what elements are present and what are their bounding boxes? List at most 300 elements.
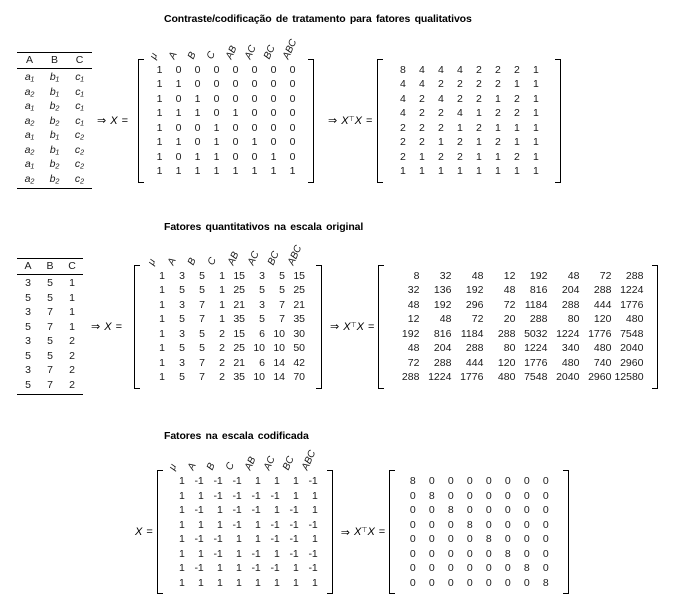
- table-cell: 5: [25, 320, 31, 333]
- matrix-cell: 1: [292, 489, 299, 502]
- matrix-cell: 480: [625, 313, 644, 325]
- matrix-cell: 2: [457, 150, 463, 163]
- matrix-col-header: AB: [242, 455, 259, 472]
- matrix-cell: 1: [156, 136, 163, 148]
- table-cell: c₁: [75, 114, 84, 127]
- equals-sign: =: [378, 526, 386, 538]
- matrix-cell: -1: [289, 547, 299, 560]
- matrix-cell: 1: [514, 78, 520, 90]
- matrix-cell: 1: [197, 489, 204, 502]
- matrix-cell: 1: [178, 518, 185, 531]
- matrix-cell: 0: [409, 489, 416, 502]
- section-row-qualitative: [17, 37, 561, 189]
- matrix-cell: 1: [178, 576, 185, 589]
- matrix-cell: 1: [273, 576, 280, 589]
- matrix-cell: 1776: [460, 371, 484, 383]
- matrix-cell: 32: [439, 269, 452, 282]
- matrix-cell: 2: [514, 63, 520, 76]
- matrix-cell: 0: [409, 547, 416, 560]
- matrix-cell: 5032: [524, 327, 548, 340]
- matrix-cell: 0: [504, 576, 511, 589]
- matrix-col-header: C: [223, 460, 237, 472]
- matrix-cell: 0: [251, 92, 258, 105]
- xtx-matrix: [389, 470, 569, 594]
- matrix-cell: 1: [419, 165, 425, 177]
- matrix-cell: 1: [311, 533, 318, 545]
- matrix-cell: 0: [175, 150, 182, 163]
- matrix-cell: -1: [232, 504, 242, 516]
- matrix-cell: 1: [476, 136, 482, 148]
- matrix-cell: 7548: [524, 371, 548, 383]
- matrix-cell: 1: [235, 576, 242, 589]
- matrix-cell: 120: [593, 313, 612, 325]
- matrix-cell: 0: [289, 78, 296, 90]
- xtx-matrix: [378, 265, 658, 389]
- matrix-cell: 1: [216, 518, 223, 531]
- matrix-cell: 2: [400, 136, 406, 148]
- matrix-cell: 1: [495, 150, 501, 163]
- matrix-cell: 0: [447, 562, 454, 574]
- matrix-cell: 0: [428, 562, 435, 574]
- matrix-cell: 1: [232, 107, 239, 119]
- matrix-cell: 1: [213, 150, 220, 163]
- matrix-cell: -1: [308, 547, 318, 560]
- matrix-cell: 192: [465, 284, 484, 296]
- table-cell: 1: [69, 320, 75, 333]
- matrix-col-header: C: [204, 49, 218, 61]
- transpose-symbol: ⊤: [361, 527, 368, 534]
- matrix-col-header: ABC: [280, 37, 300, 61]
- matrix-cell: 0: [428, 518, 435, 531]
- table-bottom-rule: [17, 188, 92, 189]
- matrix-cell: 2960: [588, 371, 612, 383]
- matrix-cell: -1: [289, 504, 299, 516]
- matrix-cell: 1: [438, 165, 444, 177]
- matrix-cell: 1: [533, 121, 539, 134]
- matrix-cell: 0: [485, 518, 492, 531]
- x-symbol: X: [367, 526, 375, 538]
- table-header-cell: B: [50, 54, 58, 66]
- matrix-cell: 10: [253, 342, 265, 354]
- table-body: [17, 275, 83, 394]
- matrix-col-header: AC: [245, 249, 262, 267]
- matrix-cell: 0: [523, 533, 530, 545]
- matrix-cell: 2: [219, 371, 225, 383]
- matrix-cell: 1: [213, 165, 220, 177]
- matrix-cell: 0: [466, 489, 473, 502]
- table-cell: 5: [47, 291, 53, 304]
- matrix-cell: 0: [251, 63, 258, 76]
- matrix-cell: 15: [233, 327, 245, 340]
- table-cell: b₁: [49, 143, 60, 156]
- table-cell: 2: [69, 335, 75, 347]
- matrix-cell: 0: [289, 63, 296, 76]
- matrix-cell: 0: [542, 489, 549, 502]
- matrix-cell: 0: [504, 475, 511, 487]
- x-symbol: X: [110, 114, 118, 127]
- matrix-cell: 12: [407, 313, 420, 325]
- matrix-cell: 288: [593, 284, 612, 296]
- matrix-cell: 2: [400, 121, 406, 134]
- matrix-cell: 7: [199, 313, 205, 325]
- equals-sign: =: [115, 320, 122, 333]
- matrix-cell: 2: [514, 92, 520, 105]
- matrix-cell: 8: [523, 562, 530, 574]
- table-cell: a₂: [24, 114, 35, 127]
- matrix-cell: 1: [533, 63, 539, 76]
- matrix-cell: 1: [514, 121, 520, 134]
- matrix-cell: 0: [523, 475, 530, 487]
- matrix-cell: 5: [179, 342, 185, 354]
- matrix-cell: 1: [514, 165, 520, 177]
- implies-arrow-icon: ⇒: [340, 526, 350, 539]
- matrix-cell: 288: [561, 298, 580, 311]
- matrix-cell: -1: [308, 518, 318, 531]
- matrix-cell: 48: [471, 269, 484, 282]
- matrix-cell: 2: [457, 136, 463, 148]
- matrix-cell: 1: [156, 165, 163, 177]
- matrix-cell: 1: [159, 269, 165, 282]
- matrix-cell: 1: [175, 78, 182, 90]
- matrix-cell: 7: [279, 298, 285, 311]
- matrix-cell: 1184: [524, 298, 548, 311]
- matrix-cell: 5: [259, 284, 265, 296]
- matrix-cell: 80: [503, 342, 516, 354]
- table-body: [17, 69, 92, 188]
- matrix-cell: 0: [289, 92, 296, 105]
- table-header-cell: A: [24, 260, 32, 272]
- matrix-cell: 1: [292, 576, 299, 589]
- matrix-cell: 1: [178, 489, 185, 502]
- matrix-col-header: A: [185, 461, 199, 472]
- matrix-cell: 1: [197, 576, 204, 589]
- matrix-cell: 0: [289, 136, 296, 148]
- matrix-cell: 1: [159, 356, 165, 369]
- matrix-cell: 14: [273, 371, 285, 383]
- matrix-cell: 0: [251, 78, 258, 90]
- matrix-cell: 0: [447, 475, 454, 487]
- table-cell: a₂: [24, 172, 35, 185]
- table-header-cell: B: [46, 260, 54, 272]
- matrix-cell: 7: [199, 371, 205, 383]
- matrix-cell: 0: [194, 136, 201, 148]
- matrix-cell: 0: [466, 547, 473, 560]
- matrix-cell: 1: [495, 165, 501, 177]
- matrix-cell: 1: [254, 576, 261, 589]
- matrix-cell: 1: [175, 165, 182, 177]
- matrix-cell: 35: [293, 313, 305, 325]
- matrix-cell: 5: [279, 269, 285, 282]
- matrix-cell: 0: [428, 504, 435, 516]
- right-bracket: [316, 265, 322, 389]
- table-cell: c₂: [74, 143, 85, 156]
- matrix-cell: 1: [178, 562, 185, 574]
- matrix-cell: 2: [495, 78, 501, 90]
- matrix-cell: 1: [178, 533, 185, 545]
- matrix-cell: 0: [213, 78, 220, 90]
- matrix-cell: 204: [433, 342, 452, 354]
- matrix-cell: 0: [523, 489, 530, 502]
- matrix-cell: 2: [476, 63, 482, 76]
- matrix-cell: 0: [409, 576, 416, 589]
- table-cell: a₁: [24, 158, 35, 170]
- matrix-cell: 1: [533, 92, 539, 105]
- matrix-cell: 8: [466, 518, 473, 531]
- matrix-cell: 1: [273, 504, 280, 516]
- matrix-cell: 192: [529, 269, 548, 282]
- table-header-row: [17, 53, 92, 68]
- matrix-cell: 42: [293, 356, 305, 369]
- matrix-cell: 48: [503, 284, 516, 296]
- matrix-cell: 1: [292, 475, 299, 487]
- matrix-cell: 1: [159, 371, 165, 383]
- matrix-cell: 1: [219, 284, 225, 296]
- matrix-cell: 0: [194, 63, 201, 76]
- matrix-cell: 0: [232, 63, 239, 76]
- matrix-cell: 21: [233, 298, 245, 311]
- matrix-cell: 70: [293, 371, 305, 383]
- matrix-cell: -1: [308, 475, 318, 487]
- matrix-cell: 8: [409, 475, 416, 487]
- matrix-cell: 0: [485, 562, 492, 574]
- table-cell: 1: [69, 291, 75, 304]
- matrix-cell: 72: [407, 356, 420, 369]
- matrix-cell: 2: [419, 92, 425, 105]
- matrix-cell: 0: [447, 518, 454, 531]
- matrix-cell: 2960: [620, 356, 644, 369]
- matrix-cell: -1: [251, 504, 261, 516]
- matrix-cell: 0: [485, 475, 492, 487]
- matrix-cell: 72: [599, 269, 612, 282]
- matrix-cell: 2: [514, 150, 520, 163]
- right-bracket: [327, 470, 333, 594]
- matrix-cell: -1: [251, 547, 261, 560]
- matrix-cell: 0: [289, 107, 296, 119]
- matrix-cell: 1: [495, 92, 501, 105]
- matrix-cell: 21: [293, 298, 305, 311]
- matrix-cell: -1: [270, 533, 280, 545]
- table-header-cell: C: [75, 54, 84, 66]
- matrix-cell: 0: [409, 533, 416, 545]
- x-symbol: X: [354, 526, 362, 538]
- right-bracket: [563, 470, 569, 594]
- matrix-cell: 0: [523, 518, 530, 531]
- section-title-coded: Fatores na escala codificada: [164, 430, 309, 442]
- matrix-cell: 0: [194, 78, 201, 90]
- matrix-grid: [144, 59, 308, 183]
- matrix-cell: 1: [533, 136, 539, 148]
- matrix-cell: 0: [428, 533, 435, 545]
- matrix-col-header: A: [166, 49, 180, 61]
- matrix-cell: 0: [289, 150, 296, 163]
- equals-sign: =: [121, 114, 128, 127]
- matrix-cell: 0: [251, 150, 258, 163]
- matrix-col-header: μ: [166, 462, 180, 472]
- matrix-cell: 1: [213, 121, 220, 134]
- matrix-cell: 1: [457, 121, 463, 134]
- matrix-cell: -1: [270, 489, 280, 502]
- matrix-cell: 340: [561, 342, 580, 354]
- matrix-cell: 1: [159, 298, 165, 311]
- matrix-cell: 1: [232, 165, 239, 177]
- matrix-col-header: AB: [225, 249, 242, 267]
- matrix-cell: 5: [199, 269, 205, 282]
- matrix-cell: -1: [194, 562, 204, 574]
- table-cell: c₂: [74, 129, 85, 141]
- matrix-cell: 1: [178, 547, 185, 560]
- matrix-cell: 0: [194, 121, 201, 134]
- matrix-cell: 30: [293, 327, 305, 340]
- matrix-cell: 1: [159, 313, 165, 325]
- matrix-cell: 1: [216, 576, 223, 589]
- matrix-cell: 1: [178, 475, 185, 487]
- matrix-cell: 1: [254, 518, 261, 531]
- matrix-cell: 0: [504, 504, 511, 516]
- matrix-cell: 0: [447, 547, 454, 560]
- matrix-cell: 2040: [556, 371, 580, 383]
- matrix-cell: 2: [438, 78, 444, 90]
- matrix-cell: 0: [466, 504, 473, 516]
- matrix-cell: -1: [270, 518, 280, 531]
- matrix-cell: 6: [259, 327, 265, 340]
- matrix-cell: 0: [270, 136, 277, 148]
- matrix-cell: 0: [270, 107, 277, 119]
- matrix-cell: 80: [567, 313, 580, 325]
- implies-xtx-equation: [341, 526, 385, 539]
- matrix-cell: 35: [233, 371, 245, 383]
- section-title-quantitative: Fatores quantitativos na escala original: [164, 221, 364, 233]
- matrix-cell: 32: [407, 284, 420, 296]
- table-cell: b₂: [49, 158, 60, 170]
- matrix-cell: 5: [179, 371, 185, 383]
- matrix-cell: 10: [273, 342, 285, 354]
- matrix-cell: 1776: [524, 356, 548, 369]
- matrix-cell: 4: [400, 92, 406, 105]
- matrix-cell: 1: [311, 576, 318, 589]
- matrix-cell: 1: [438, 136, 444, 148]
- table-cell: 5: [25, 378, 31, 391]
- table-cell: 7: [47, 378, 53, 391]
- matrix-col-headers: [166, 448, 320, 472]
- matrix-grid: [395, 470, 563, 594]
- table-cell: a₂: [24, 143, 35, 156]
- matrix-cell: 1: [156, 150, 163, 163]
- matrix-cell: 1: [156, 121, 163, 134]
- matrix-cell: 1: [194, 150, 201, 163]
- matrix-cell: 288: [497, 327, 516, 340]
- matrix-cell: 25: [233, 284, 245, 296]
- matrix-cell: 0: [232, 121, 239, 134]
- matrix-cell: 5: [179, 284, 185, 296]
- matrix-cell: 0: [542, 562, 549, 574]
- matrix-cell: 2: [419, 136, 425, 148]
- matrix-cell: 1: [159, 327, 165, 340]
- table-header-cell: A: [25, 54, 33, 66]
- table-cell: 2: [69, 364, 75, 376]
- matrix-cell: 8: [542, 576, 549, 589]
- table-cell: b₁: [49, 129, 60, 141]
- matrix-col-header: AC: [242, 43, 259, 61]
- matrix-cell: 8: [504, 547, 511, 560]
- matrix-cell: 0: [447, 489, 454, 502]
- matrix-cell: 1: [216, 562, 223, 574]
- matrix-cell: 12580: [614, 371, 644, 383]
- matrix-cell: 0: [447, 576, 454, 589]
- matrix-cell: 7: [199, 356, 205, 369]
- matrix-cell: 480: [561, 356, 580, 369]
- matrix-cell: 1: [495, 121, 501, 134]
- transpose-symbol: ⊤: [348, 115, 355, 123]
- matrix-cell: 4: [457, 63, 463, 76]
- matrix-col-header: μ: [145, 257, 159, 267]
- matrix-cell: 1: [273, 547, 280, 560]
- matrix-col-header: μ: [147, 51, 161, 61]
- equals-sign: =: [366, 114, 373, 127]
- matrix-cell: 7548: [620, 327, 644, 340]
- matrix-cell: 72: [471, 313, 484, 325]
- matrix-cell: 0: [251, 121, 258, 134]
- matrix-cell: 48: [407, 342, 420, 354]
- matrix-cell: 1: [251, 165, 258, 177]
- matrix-cell: 1: [219, 269, 225, 282]
- matrix-cell: 2: [495, 136, 501, 148]
- matrix-cell: 1: [514, 136, 520, 148]
- table-cell: 3: [25, 277, 31, 289]
- matrix-cell: 6: [259, 356, 265, 369]
- matrix-cell: 0: [175, 121, 182, 134]
- matrix-cell: 1: [175, 107, 182, 119]
- matrix-cell: 192: [401, 327, 420, 340]
- matrix-cell: 0: [270, 78, 277, 90]
- design-table: [17, 258, 83, 395]
- matrix-cell: 1224: [620, 284, 644, 296]
- matrix-cell: 816: [433, 327, 452, 340]
- matrix-cell: 1: [273, 475, 280, 487]
- implies-arrow-icon: ⇒: [328, 115, 338, 127]
- matrix-cell: 5: [199, 284, 205, 296]
- matrix-cell: 0: [523, 576, 530, 589]
- matrix-cell: 1: [270, 165, 277, 177]
- matrix-cell: 1: [219, 298, 225, 311]
- x-symbol: X: [343, 320, 351, 333]
- matrix-cell: 21: [233, 356, 245, 369]
- x-matrix: [134, 243, 322, 389]
- matrix-cell: 7: [199, 298, 205, 311]
- matrix-cell: -1: [270, 562, 280, 574]
- matrix-cell: 25: [233, 342, 245, 354]
- matrix-cell: 1: [159, 342, 165, 354]
- table-cell: b₂: [49, 114, 60, 127]
- x-symbol: X: [341, 114, 349, 127]
- matrix-col-header: AB: [223, 43, 240, 61]
- matrix-cell: 2: [495, 107, 501, 119]
- matrix-cell: 1224: [428, 371, 452, 383]
- matrix-cell: 2: [219, 342, 225, 354]
- matrix-cell: 1: [175, 136, 182, 148]
- matrix-cell: 0: [428, 547, 435, 560]
- matrix-col-header: BC: [265, 249, 282, 267]
- matrix-cell: 1224: [524, 342, 548, 354]
- table-cell: 3: [25, 306, 31, 318]
- table-cell: b₁: [49, 85, 60, 98]
- matrix-cell: 3: [179, 298, 185, 311]
- matrix-cell: 4: [438, 92, 444, 105]
- x-symbol: X: [104, 320, 112, 333]
- matrix-cell: 0: [270, 63, 277, 76]
- matrix-cell: 5: [199, 327, 205, 340]
- matrix-cell: -1: [289, 533, 299, 545]
- matrix-col-header: A: [165, 255, 179, 267]
